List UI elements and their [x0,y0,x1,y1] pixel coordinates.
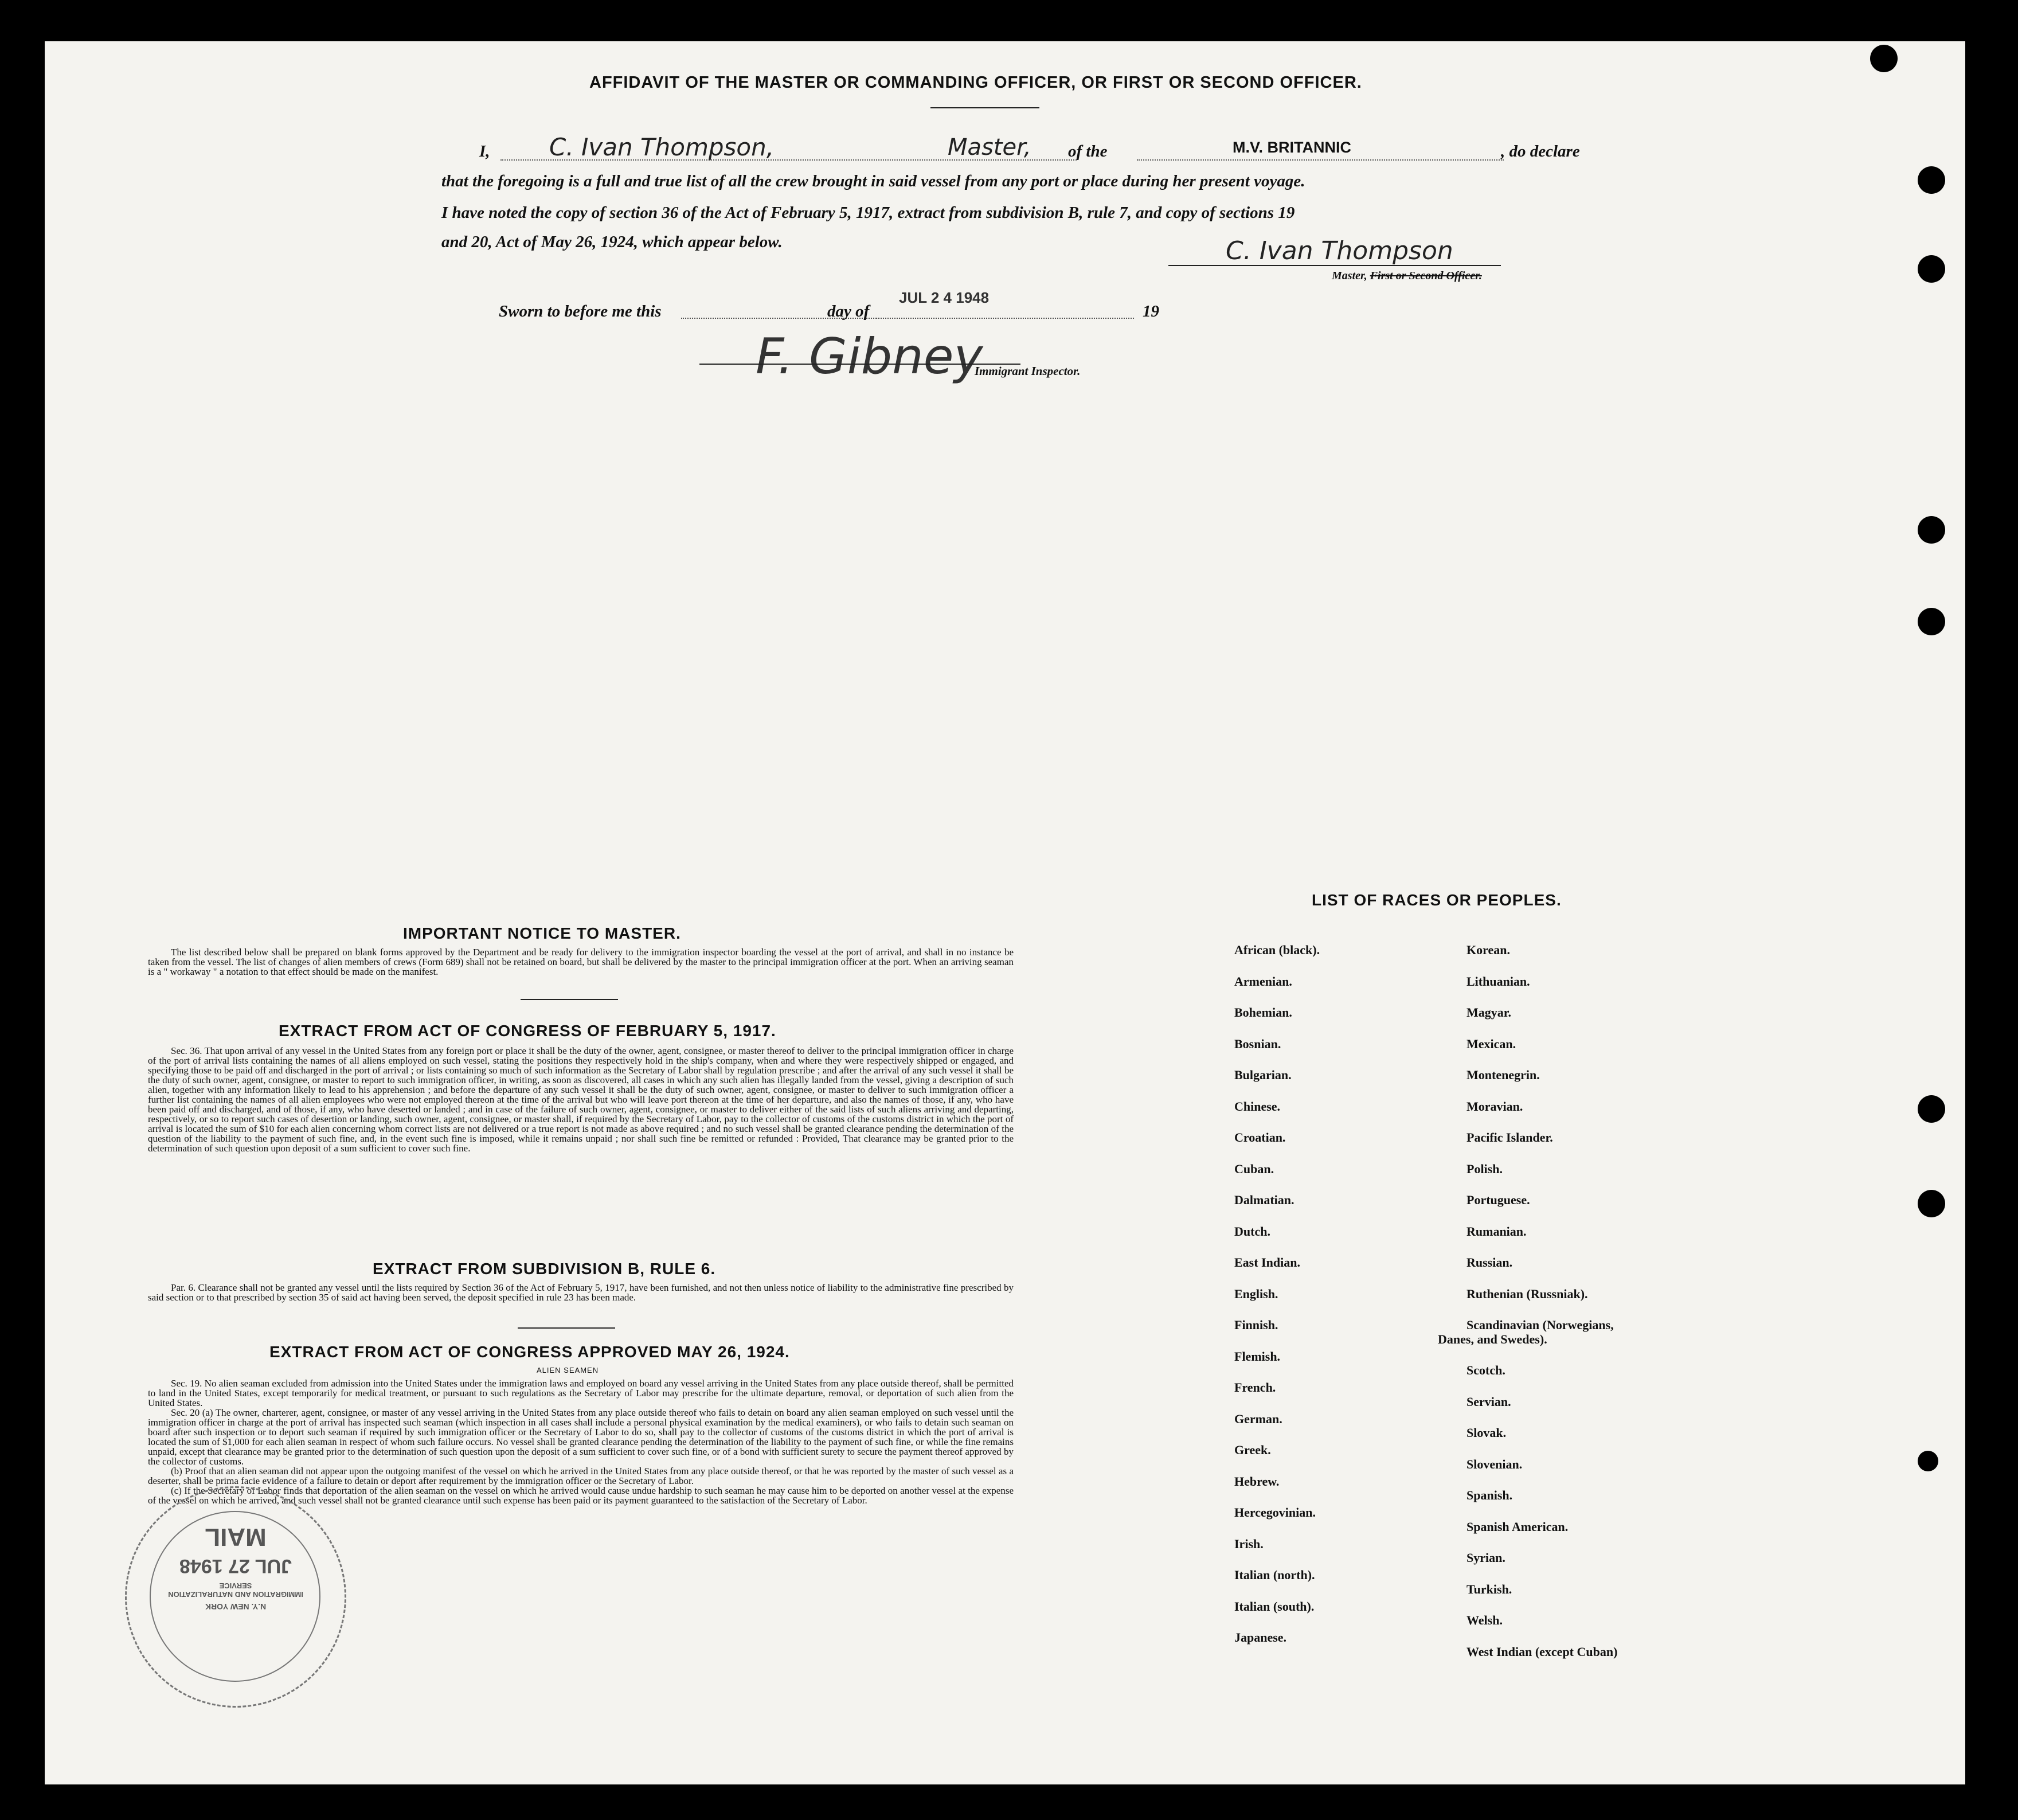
caption-struck-officer: First or Second Officer. [1370,270,1482,282]
race-item: Korean. [1466,943,1510,957]
affidavit-line-4: and 20, Act of May 26, 1924, which appear below. [441,233,783,251]
sec20c-text: (c) If the Secretary of Labor finds that deportation of the alien seaman on the vessel on which he arrived would cause undue hardship to such seaman he may cause him to be deported on another vessel at the expense of the vessel on which he arrived, and such vessel shall not be granted clearance until such expense has been paid or its payment guaranteed to the satisfaction of the Secretary of Labor. [148,1485,1014,1506]
inspector-caption: Immigrant Inspector. [975,364,1081,378]
binder-hole-icon [1918,166,1945,194]
race-item: Russian. [1466,1255,1513,1270]
race-item: Moravian. [1466,1099,1523,1114]
caption-master: Master, [1332,270,1367,282]
sworn-month-blank [876,318,1134,319]
race-item: Chinese. [1234,1099,1281,1114]
race-item: Cuban. [1234,1161,1274,1176]
vessel-name: M.V. BRITANNIC [1233,139,1352,156]
title-divider [930,107,1039,108]
race-item: Ruthenian (Russniak). [1466,1286,1588,1301]
master-signature: C. Ivan Thompson [1226,236,1453,265]
race-item: Polish. [1466,1161,1503,1176]
sworn-date-stamp: JUL 2 4 1948 [899,289,990,306]
race-item: Turkish. [1466,1581,1512,1596]
binder-hole-icon [1918,1451,1938,1471]
race-item: Servian. [1466,1394,1511,1409]
affidavit-title: AFFIDAVIT OF THE MASTER OR COMMANDING OFFICER, OR FIRST OR SECOND OFFICER. [589,73,1362,92]
inspector-signature: F. Gibney [756,328,983,385]
race-item: Magyar. [1466,1005,1512,1020]
race-item: Greek. [1234,1443,1271,1457]
race-item: East Indian. [1234,1255,1300,1270]
sec20b-text: (b) Proof that an alien seaman did not appear upon the outgoing manifest of the vessel on which he arrived in the United States from any place outside thereof, or that he was reported by the master of such vessel as a deserter, shall be prima facie evidence of a failure to detain or deport after requirement by the immigration officer or the Secretary of Labor. [148,1466,1014,1486]
mail-stamp-text [127,1522,345,1611]
race-item: Scandinavian (Norwegians, [1466,1318,1614,1332]
rule6-title: EXTRACT FROM SUBDIVISION B, RULE 6. [373,1260,716,1278]
race-item: Pacific Islander. [1466,1130,1553,1145]
race-item: Welsh. [1466,1613,1503,1627]
master-name-handwritten: C. Ivan Thompson, [549,133,775,161]
race-item: German. [1234,1411,1282,1426]
race-item: Syrian. [1466,1550,1505,1565]
race-item: Scotch. [1466,1363,1505,1377]
signature-line [1168,265,1501,266]
binder-hole-icon [1918,1190,1945,1217]
sec20a-text: Sec. 20 (a) The owner, charterer, agent, consignee, or master of any vessel arriving in the United States from any place outside thereof who fails to detain on board any alien seaman employed on such vessel until the immigration officer in charge at the port of arrival has inspected such seaman (which inspection in all cases shall include a personal physical examination by the medical examiners), or who fails to detain such seaman on board after such inspection or to deport such seaman if required by such immigration officer or the Secretary of Labor to do so, shall pay to the collector of customs of the customs district in which the port of arrival is located the sum of $1,000 for each alien seaman in respect of whom such failure occurs. No vessel shall be granted clearance pending the determination of the liability to the payment of such fine, or while the fine remains unpaid, except that clearance may be granted prior to the determination of such question upon the deposit of a sum sufficient to cover such fine, or of a bond with sufficient surety to secure the payment thereof approved by the collector of customs. [148,1407,1014,1467]
extract-1924-subtitle: ALIEN SEAMEN [537,1366,599,1374]
rank-handwritten: Master, [948,134,1031,161]
vessel-blank [1137,159,1504,161]
race-item: Croatian. [1234,1130,1286,1145]
extract-1924-block [148,1378,1014,1505]
binder-hole-icon [1870,45,1898,72]
stamp-line1: MAIL [205,1523,267,1551]
signature-caption [1332,270,1482,283]
affidavit-line-2: that the foregoing is a full and true list of all the crew brought in said vessel from any port or place during her present voyage. [441,172,1305,190]
race-item: Portuguese. [1466,1193,1530,1207]
sec19-text: Sec. 19. No alien seaman excluded from admission into the United States under the immigration laws and employed on board any vessel arriving in the United States from any place outside thereof, shall be permitted to land in the United States, except temporarily for medical treatment, or pursuant to such regulations as the Secretary of Labor may prescribe for the ultimate departure, removal, or deportation of such alien from the United States. [148,1378,1014,1408]
race-item: Mexican. [1466,1036,1516,1051]
notice-divider [521,999,618,1000]
notice-title: IMPORTANT NOTICE TO MASTER. [403,924,681,942]
extract-1917-title: EXTRACT FROM ACT OF CONGRESS OF FEBRUARY 5, 1917. [279,1022,776,1040]
race-item: Lithuanian. [1466,974,1530,989]
stamp-line3: IMMIGRATION AND NATURALIZATION SERVICE [168,1581,303,1599]
of-the-label: of the [1068,142,1108,161]
notice-text-block [148,947,1014,977]
notice-text: The list described below shall be prepared on blank forms approved by the Department and be ready for delivery to the immigration inspector boarding the vessel at the port of arrival, and shall in no instance be taken from the vessel. The list of changes of alien members of crews (Form 689) shall not be retained on board, but shall be delivered by the master to the principal immigration officer at the port. When an arriving seaman is a " workaway " a notation to that effect should be made on the manifest. [148,947,1014,977]
sworn-label: Sworn to before me this [499,302,662,321]
stamp-line2: JUL 27 1948 [179,1555,292,1577]
race-item: Bohemian. [1234,1005,1292,1020]
race-item: Montenegrin. [1466,1068,1540,1082]
races-title: LIST OF RACES OR PEOPLES. [1312,891,1562,909]
race-item: Dalmatian. [1234,1193,1295,1207]
race-item: French. [1234,1380,1276,1395]
do-declare-label: , do declare [1501,142,1580,161]
day-of-label: day of [827,302,870,321]
mail-stamp [125,1486,346,1708]
manifest-page [45,41,1965,1784]
race-item: Armenian. [1234,974,1292,989]
extract-1924-title: EXTRACT FROM ACT OF CONGRESS APPROVED MAY 26, 1924. [269,1343,790,1361]
extract-1917-text: Sec. 36. That upon arrival of any vessel in the United States from any foreign port or place it shall be the duty of the owner, agent, consignee, or master thereof to deliver to the principal immigration officer in charge of the port of arrival lists containing the names of all aliens employed on such vessel, stating the positions they respectively hold in the ship's company, when and where they were respectively shipped or engaged, and specifying those to be paid off and discharged in the port of arrival ; or lists containing so much of such information as the Secretary of Labor shall by regulation prescribe ; and after the arrival of any such vessel it shall be the duty of such owner, agent, consignee, or master to report to such immigration officer, in writing, as soon as discovered, all cases in which any such alien has illegally landed from the vessel, giving a description of such alien, together with any information likely to lead to his apprehension ; and before the departure of any such vessel it shall be the duty of such owner, agent, consignee, or master to deliver to such immigration officer a further list containing the names of all alien employees who were not employed thereon at the time of the arrival but who will leave port thereon at the time of her departure, and also the names of those, if any, who have been paid off and discharged, and of those, if any, who have deserted or landed ; and in case of the failure of such owner, agent, consignee, or master to deliver either of the said lists of such aliens arriving and departing, respectively, or so to report such cases of desertion or landing, such owner, agent, consignee, or master shall, if required by the Secretary of Labor, pay to the collector of customs of the customs district in which the port of arrival is located the sum of $10 for each alien concerning whom correct lists are not delivered or a true report is not made as above required ; and no such vessel shall be granted clearance pending the determination of the question of the liability to the payment of such fine, and, in the event such fine is imposed, while it remains unpaid ; nor shall such fine be remitted or refunded : Provided, That clearance may be granted prior to the determination of such question upon deposit of a sum sufficient to cover such fine. [148,1045,1014,1154]
race-item: Flemish. [1234,1349,1281,1364]
race-item: Bulgarian. [1234,1068,1292,1082]
race-item: Danes, and Swedes). [1438,1331,1547,1346]
race-item: Bosnian. [1234,1036,1281,1051]
rule6-block [148,1283,1014,1302]
stamp-line4: N.Y. NEW YORK [205,1602,267,1611]
race-item: African (black). [1234,943,1320,957]
year-prefix: 19 [1143,302,1159,321]
race-item: Hebrew. [1234,1474,1280,1489]
binder-hole-icon [1918,1095,1945,1123]
race-item: English. [1234,1286,1278,1301]
race-item: Spanish. [1466,1488,1513,1502]
affidavit-i-label: I, [479,142,490,161]
race-item: Japanese. [1234,1630,1287,1645]
binder-hole-icon [1918,608,1945,635]
inspector-signature-line [699,364,1020,365]
race-item: Slovak. [1466,1425,1507,1440]
race-item: Italian (south). [1234,1599,1315,1614]
race-item: Italian (north). [1234,1568,1315,1582]
race-item: Irish. [1234,1536,1264,1551]
race-item: Rumanian. [1466,1224,1527,1239]
race-item: Spanish American. [1466,1519,1569,1534]
race-item: Dutch. [1234,1224,1270,1239]
race-item: Finnish. [1234,1318,1278,1332]
race-item: Slovenian. [1466,1456,1523,1471]
extract-1917-block [148,1046,1014,1153]
rule6-text: Par. 6. Clearance shall not be granted any vessel until the lists required by Section 36 of the Act of February 5, 1917, have been furnished, and not then unless notice of liability to the administrative fine prescribed by said section or to that prescribed by section 35 of said act having been served, the deposit specified in rule 23 has been made. [148,1282,1014,1303]
binder-hole-icon [1918,516,1945,544]
binder-hole-icon [1918,255,1945,283]
rule6-divider [518,1327,615,1329]
race-item: West Indian (except Cuban) [1466,1644,1618,1659]
race-item: Hercegovinian. [1234,1505,1316,1520]
affidavit-line-3: I have noted the copy of section 36 of the Act of February 5, 1917, extract from subdivision B, rule 7, and copy of sections 19 [441,204,1295,222]
